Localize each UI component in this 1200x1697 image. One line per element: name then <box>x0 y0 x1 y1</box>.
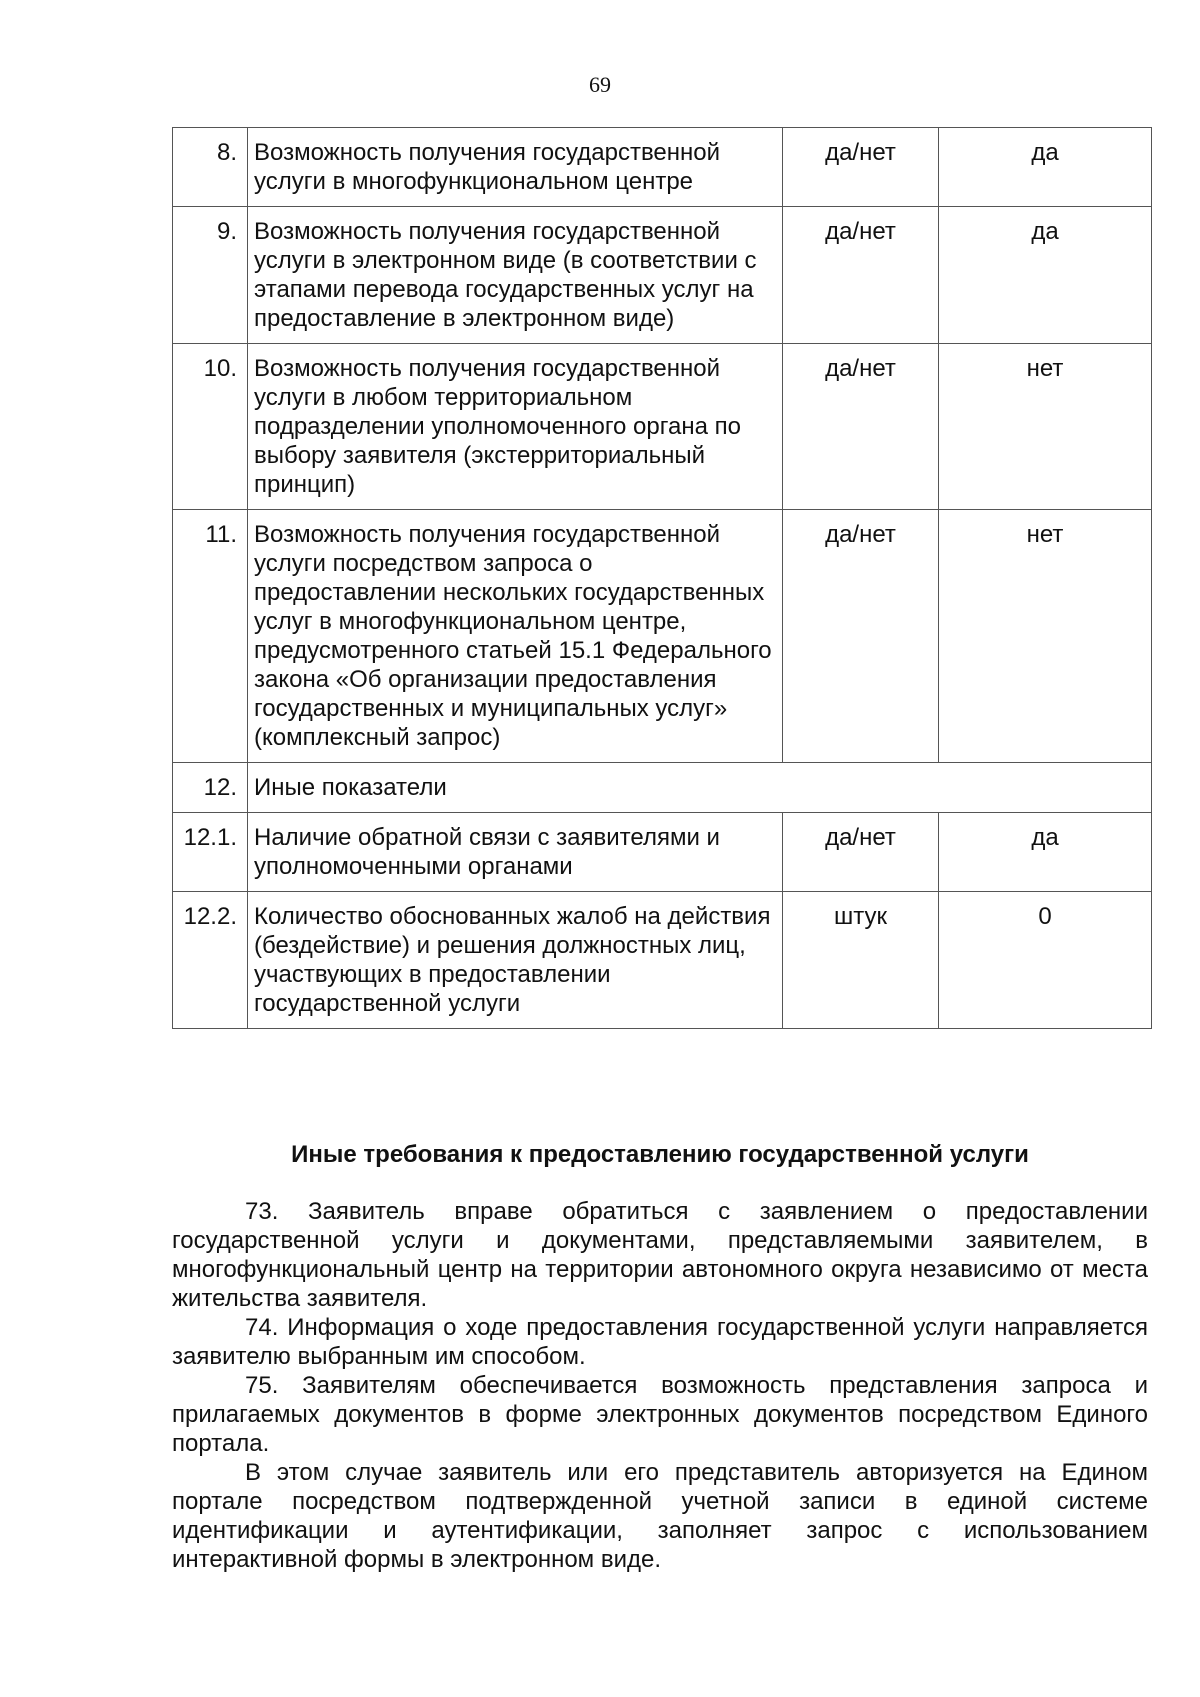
table-row <box>173 207 1152 344</box>
indicator-value: 0 <box>939 892 1152 1029</box>
table-row <box>173 510 1152 763</box>
indicator-unit: да/нет <box>783 813 939 892</box>
paragraph-75-continuation: В этом случае заявитель или его представитель авторизуется на Едином портале посредством подтвержденной учетной записи в единой системе идентификации и аутентификации, заполняет запрос с использованием интерактивной формы в электронном виде. <box>172 1459 1148 1573</box>
table-row <box>173 892 1152 1029</box>
body-text <box>172 1197 1148 1574</box>
row-number: 12.1. <box>173 813 248 892</box>
paragraph-75: 75. Заявителям обеспечивается возможность представления запроса и прилагаемых документов в форме электронных документов посредством Единого портала. <box>172 1372 1148 1457</box>
indicator-value: нет <box>939 510 1152 763</box>
indicator-name: Наличие обратной связи с заявителями и уполномоченными органами <box>248 813 783 892</box>
row-number: 10. <box>173 344 248 510</box>
indicator-name: Количество обоснованных жалоб на действия (бездействие) и решения должностных лиц, участвующих в предоставлении государственной услуги <box>248 892 783 1029</box>
row-number: 12.2. <box>173 892 248 1029</box>
indicator-name: Возможность получения государственной услуги посредством запроса о предоставлении нескольких государственных услуг в многофункциональном центре, предусмотренного статьей 15.1 Федерального закона «Об организации предоставления государственных и муниципальных услуг» (комплексный запрос) <box>248 510 783 763</box>
indicator-value: да <box>939 813 1152 892</box>
indicator-value: да <box>939 207 1152 344</box>
indicator-unit: да/нет <box>783 128 939 207</box>
table-row <box>173 344 1152 510</box>
indicator-group-name: Иные показатели <box>248 763 1152 813</box>
indicator-value: нет <box>939 344 1152 510</box>
row-number: 12. <box>173 763 248 813</box>
section-heading: Иные требования к предоставлению государственной услуги <box>291 1141 1029 1168</box>
indicator-unit: да/нет <box>783 344 939 510</box>
indicator-unit: да/нет <box>783 207 939 344</box>
table-row <box>173 763 1152 813</box>
paragraph-74: 74. Информация о ходе предоставления государственной услуги направляется заявителю выбранным им способом. <box>172 1314 1148 1370</box>
indicator-unit: да/нет <box>783 510 939 763</box>
indicator-unit: штук <box>783 892 939 1029</box>
indicator-name: Возможность получения государственной услуги в электронном виде (в соответствии с этапами перевода государственных услуг на предоставление в электронном виде) <box>248 207 783 344</box>
table-row <box>173 813 1152 892</box>
row-number: 8. <box>173 128 248 207</box>
table-row <box>173 128 1152 207</box>
indicators-table <box>172 127 1152 1029</box>
paragraph-73: 73. Заявитель вправе обратиться с заявлением о предоставлении государственной услуги и документами, представляемыми заявителем, в многофункциональный центр на территории автономного округа независимо от места жительства заявителя. <box>172 1198 1148 1312</box>
indicator-name: Возможность получения государственной услуги в любом территориальном подразделении уполномоченного органа по выбору заявителя (экстерриториальный принцип) <box>248 344 783 510</box>
page-number: 69 <box>589 72 611 97</box>
row-number: 9. <box>173 207 248 344</box>
indicator-name: Возможность получения государственной услуги в многофункциональном центре <box>248 128 783 207</box>
indicator-value: да <box>939 128 1152 207</box>
row-number: 11. <box>173 510 248 763</box>
